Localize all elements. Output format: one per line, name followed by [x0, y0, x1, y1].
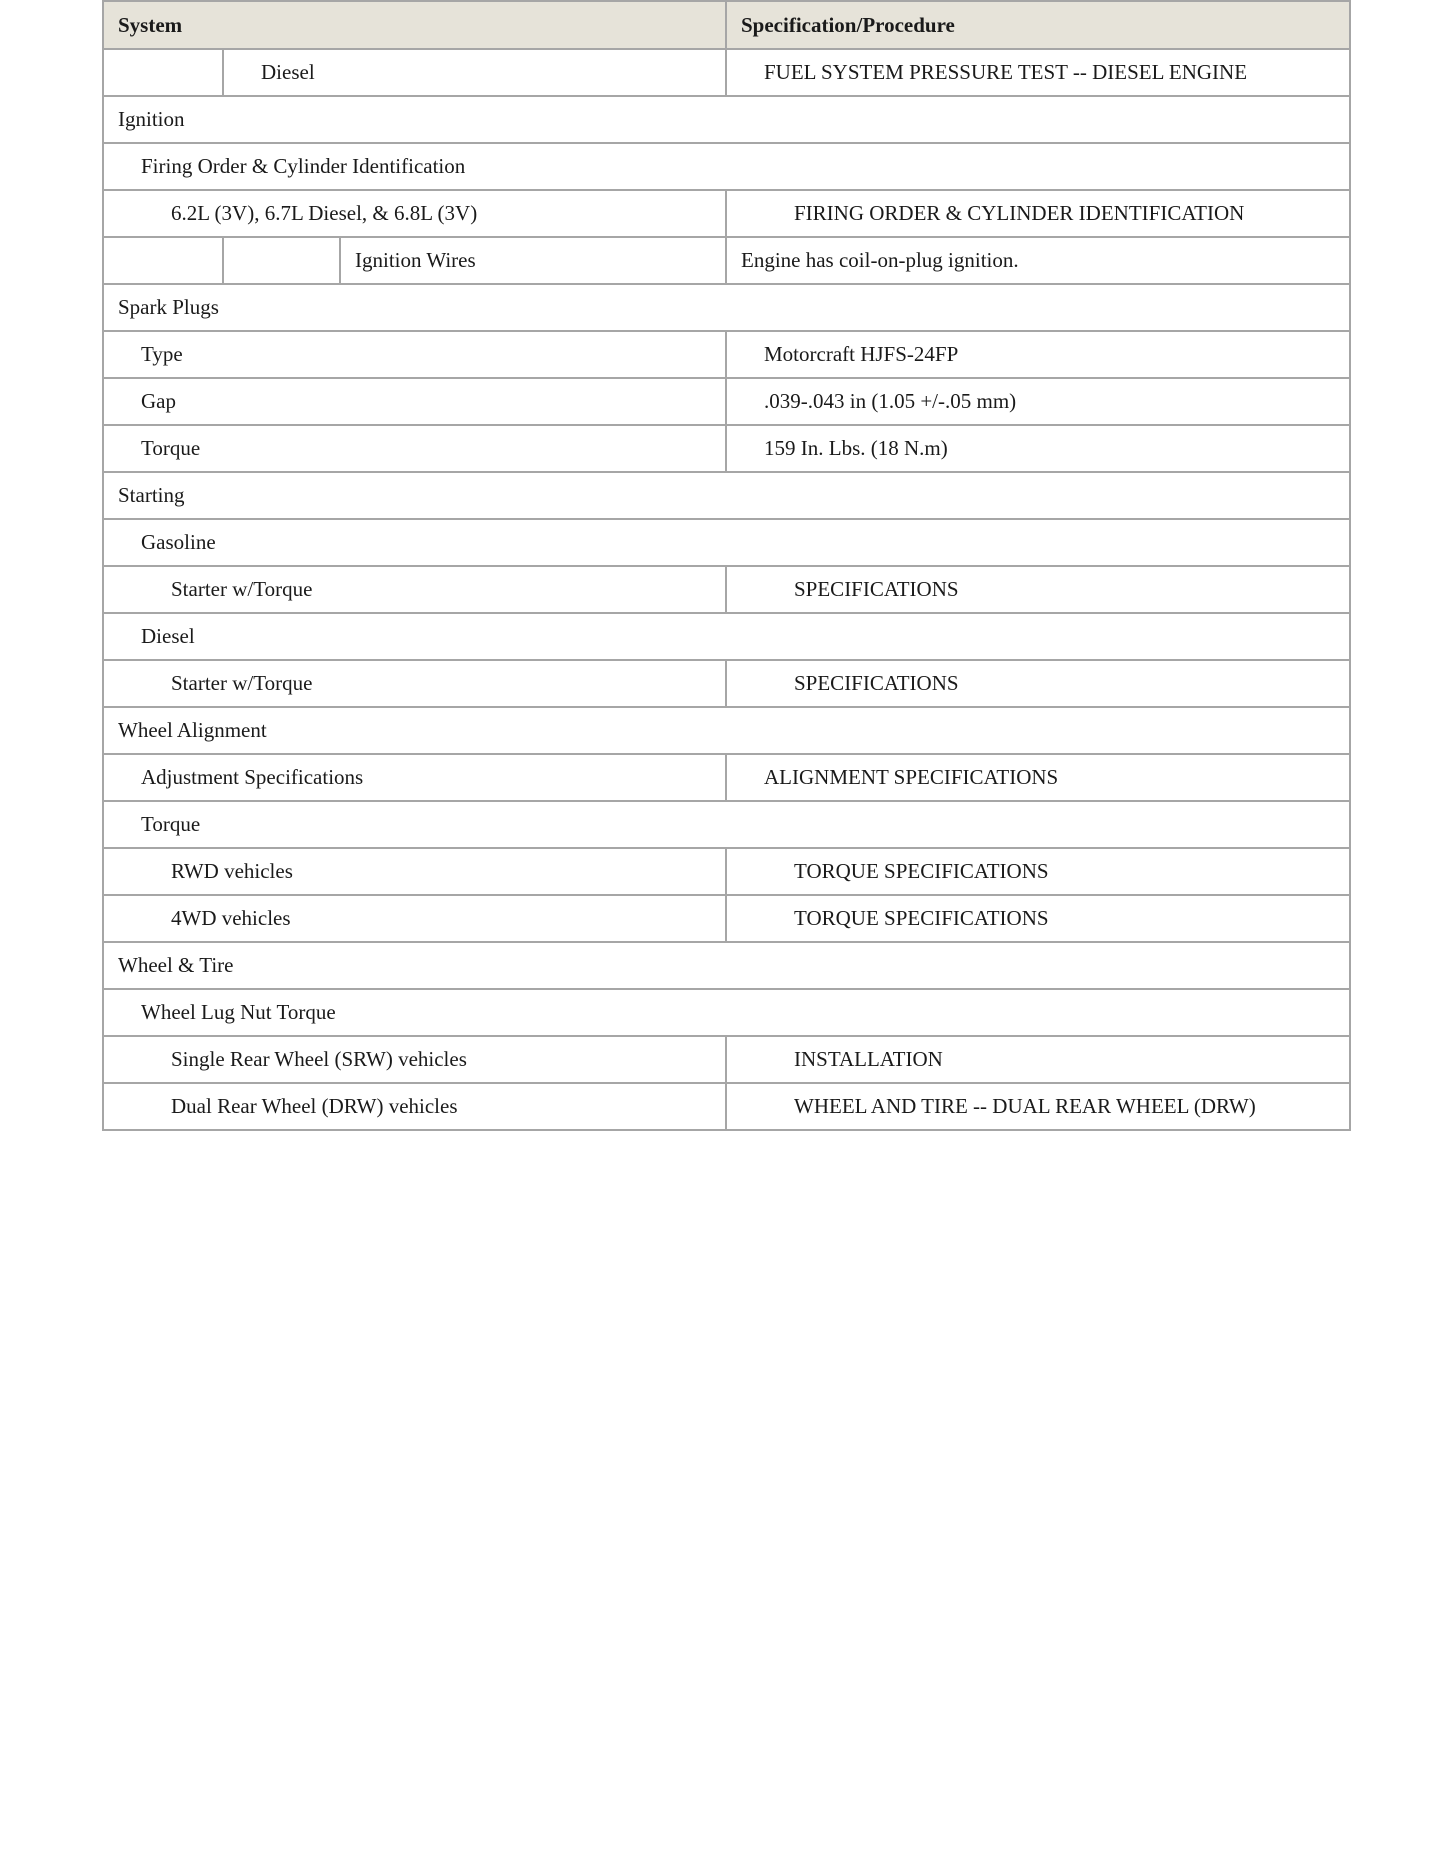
system-cell: Gap — [103, 378, 726, 425]
section-heading: Starting — [103, 472, 1350, 519]
spec-cell: ALIGNMENT SPECIFICATIONS — [726, 754, 1350, 801]
spec-cell: TORQUE SPECIFICATIONS — [726, 895, 1350, 942]
table-row — [103, 942, 1350, 989]
table-row — [103, 613, 1350, 660]
system-cell: Dual Rear Wheel (DRW) vehicles — [103, 1083, 726, 1130]
table-row — [103, 566, 1350, 613]
spec-cell: SPECIFICATIONS — [726, 660, 1350, 707]
subsection-heading: Wheel Lug Nut Torque — [103, 989, 1350, 1036]
system-cell: Starter w/Torque — [103, 566, 726, 613]
system-cell: Type — [103, 331, 726, 378]
table-row — [103, 989, 1350, 1036]
table-row — [103, 143, 1350, 190]
table-row — [103, 801, 1350, 848]
spec-cell: FUEL SYSTEM PRESSURE TEST -- DIESEL ENGINE — [726, 49, 1350, 96]
table-row — [103, 49, 1350, 96]
header-spec: Specification/Procedure — [726, 1, 1350, 49]
system-cell: Adjustment Specifications — [103, 754, 726, 801]
table-row — [103, 1083, 1350, 1130]
header-system: System — [103, 1, 726, 49]
indent-cell — [103, 49, 223, 96]
subsection-heading: Torque — [103, 801, 1350, 848]
table-row — [103, 895, 1350, 942]
table-row — [103, 848, 1350, 895]
spec-cell: INSTALLATION — [726, 1036, 1350, 1083]
system-cell: Diesel — [223, 49, 726, 96]
table-row — [103, 472, 1350, 519]
spec-cell: FIRING ORDER & CYLINDER IDENTIFICATION — [726, 190, 1350, 237]
spec-cell: Motorcraft HJFS-24FP — [726, 331, 1350, 378]
indent-cell — [103, 237, 223, 284]
system-cell: 6.2L (3V), 6.7L Diesel, & 6.8L (3V) — [103, 190, 726, 237]
section-heading: Ignition — [103, 96, 1350, 143]
spec-cell: 159 In. Lbs. (18 N.m) — [726, 425, 1350, 472]
table-row — [103, 754, 1350, 801]
table-row — [103, 425, 1350, 472]
subsection-heading: Gasoline — [103, 519, 1350, 566]
table-row — [103, 331, 1350, 378]
subsection-heading: Diesel — [103, 613, 1350, 660]
spec-cell: TORQUE SPECIFICATIONS — [726, 848, 1350, 895]
system-cell: 4WD vehicles — [103, 895, 726, 942]
table-row — [103, 284, 1350, 331]
table-row — [103, 237, 1350, 284]
table-row — [103, 190, 1350, 237]
spec-cell: WHEEL AND TIRE -- DUAL REAR WHEEL (DRW) — [726, 1083, 1350, 1130]
spec-cell: .039-.043 in (1.05 +/-.05 mm) — [726, 378, 1350, 425]
system-cell: Starter w/Torque — [103, 660, 726, 707]
table-row — [103, 378, 1350, 425]
indent-cell — [223, 237, 340, 284]
section-heading: Wheel Alignment — [103, 707, 1350, 754]
system-cell: Ignition Wires — [340, 237, 726, 284]
system-cell: RWD vehicles — [103, 848, 726, 895]
table-header-row — [103, 1, 1350, 49]
spec-cell: SPECIFICATIONS — [726, 566, 1350, 613]
section-heading: Spark Plugs — [103, 284, 1350, 331]
section-heading: Wheel & Tire — [103, 942, 1350, 989]
subsection-heading: Firing Order & Cylinder Identification — [103, 143, 1350, 190]
table-row — [103, 707, 1350, 754]
table-row — [103, 660, 1350, 707]
system-cell: Single Rear Wheel (SRW) vehicles — [103, 1036, 726, 1083]
table-row — [103, 1036, 1350, 1083]
spec-cell: Engine has coil-on-plug ignition. — [726, 237, 1350, 284]
system-cell: Torque — [103, 425, 726, 472]
table-row — [103, 519, 1350, 566]
table-row — [103, 96, 1350, 143]
spec-table — [102, 0, 1351, 1131]
